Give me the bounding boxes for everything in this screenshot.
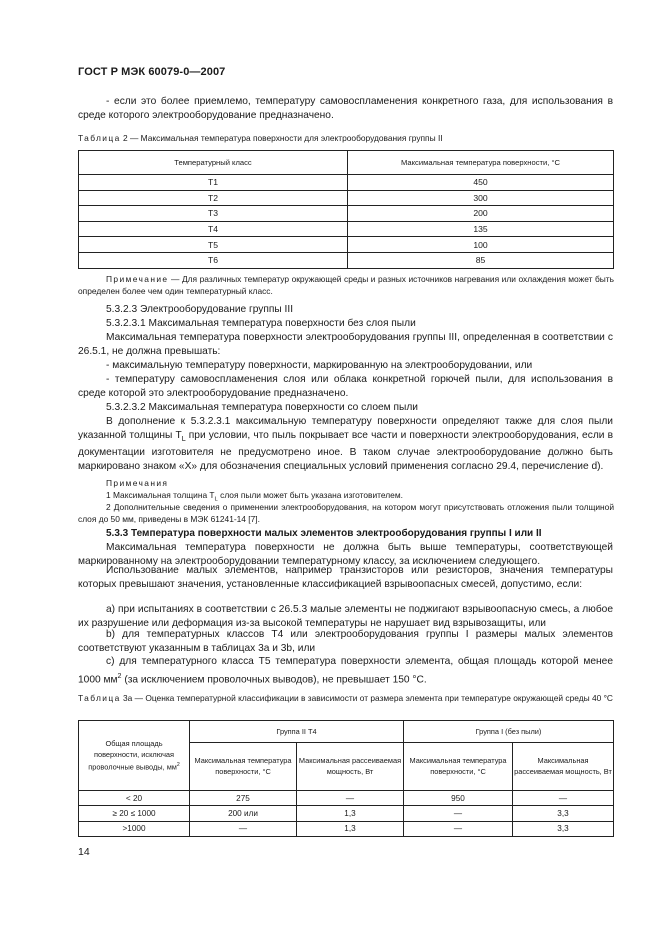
table3a-cell: >1000: [79, 821, 190, 836]
table3a-subheader: Максимальная рассеиваемая мощность, Вт: [297, 743, 404, 791]
table-row: [79, 237, 614, 253]
page-number: 14: [78, 846, 90, 858]
table2-caption: [78, 132, 618, 144]
dust-text-a: В дополнение к 5.3.2.3.1 максимальную температуру поверхности определяют также для слоя пыли указанной толщины T: [78, 416, 613, 441]
list-item: - температуру самовоспламенения слоя или облака конкретной горючей пыли, для использования в среде которой это электрооборудование предназначено.: [78, 374, 613, 399]
table2-cell: Т4: [79, 221, 348, 237]
table3a-subheader: Максимальная рассеиваемая мощность, Вт: [513, 743, 614, 791]
item-c-text-b: (за исключением проволочных выводов), не превышает 150 °С.: [121, 674, 427, 686]
table-row: [79, 791, 614, 806]
table2-cell: 200: [348, 206, 614, 222]
table3a-cell: —: [190, 821, 297, 836]
table-row: [79, 252, 614, 268]
notes-label: Примечания: [106, 478, 169, 488]
table3a-caption-text: 3а — Оценка температурной классификации в зависимости от размера элемента при температуре окружающей среды 40 °С: [122, 693, 613, 703]
table-row: [79, 175, 614, 191]
table3a: [78, 720, 614, 837]
table2-header-temp: Максимальная температура поверхности, °С: [348, 151, 614, 175]
paragraph-dust-layer: [78, 415, 613, 474]
paragraph-small-1: Максимальная температура поверхности не должна быть выше температуры, соответствующей маркированному на электрооборудовании температурному классу, за исключением следующего.: [78, 542, 613, 567]
section-5-3-2-3-2: 5.3.2.3.2 Максимальная температура поверхности со слоем пыли: [106, 402, 418, 413]
table3a-cell: 1,3: [297, 821, 404, 836]
dust-sub-l: L: [181, 435, 186, 444]
table2: [78, 150, 614, 269]
table3a-cell: ≥ 20 ≤ 1000: [79, 806, 190, 821]
table3a-cell: —: [297, 791, 404, 806]
table3a-cell: 3,3: [513, 806, 614, 821]
table3a-cell: < 20: [79, 791, 190, 806]
table3a-group-i: Группа I (без пыли): [404, 721, 614, 743]
table2-cell: Т5: [79, 237, 348, 253]
table2-caption-label: Таблица: [78, 133, 121, 143]
table3a-cell: —: [404, 806, 513, 821]
table2-header-class: Температурный класс: [79, 151, 348, 175]
item-a: а) при испытаниях в соответствии с 26.5.3 малые элементы не поджигают взрывоопасную смесь, а любое их разрушение или деформация из-за высокой температуры не нарушает вид взрывозащиты, или: [78, 604, 613, 629]
table3a-corner: [79, 721, 190, 791]
note-item-2: 2 Дополнительные сведения о применении электрооборудования, на котором могут присутствовать отложения пыли толщиной слоя до 50 мм, приведены в МЭК 61241-14 [7].: [78, 502, 614, 524]
table-row: [79, 221, 614, 237]
table-row: [79, 806, 614, 821]
table3a-caption: [78, 692, 614, 704]
item-c: [78, 655, 613, 687]
note1-part-b: слоя пыли может быть указана изготовителем.: [217, 490, 403, 500]
item-b: b) для температурных классов Т4 или электрооборудования группы I размеры малых элементов соответствуют указанным в таблицах 3а и 3b, или: [78, 629, 613, 654]
note1-label: Примечание: [106, 274, 169, 284]
table3a-cell: 1,3: [297, 806, 404, 821]
table2-cell: 300: [348, 190, 614, 206]
table2-cell: Т1: [79, 175, 348, 191]
section-5-3-2-3-1: 5.3.2.3.1 Максимальная температура поверхности без слоя пыли: [106, 318, 416, 329]
note1: [78, 273, 614, 297]
table3a-cell: 275: [190, 791, 297, 806]
section-5-3-3: 5.3.3 Температура поверхности малых элементов электрооборудования группы I или II: [106, 528, 542, 539]
table-row: [79, 821, 614, 836]
note1-text: — Для различных температур окружающей среды и разных источников нагревания или охлаждения может быть определен более чем один температурный класс.: [78, 274, 615, 296]
table3a-corner-sup: 2: [176, 762, 180, 769]
table2-cell: Т2: [79, 190, 348, 206]
table3a-group-ii-t4: Группа II Т4: [190, 721, 404, 743]
paragraph-max-temp: Максимальная температура поверхности электрооборудования группы III, определенная в соответствии с 26.5.1, не должна превышать:: [78, 332, 613, 357]
item-c-sup: 2: [117, 672, 122, 680]
list-item: - максимальную температуру поверхности, маркированную на электрооборудовании, или: [106, 360, 533, 371]
note1-part-a: 1 Максимальная толщина T: [106, 490, 215, 500]
table2-caption-text: 2 — Максимальная температура поверхности для электрооборудования группы II: [122, 133, 443, 143]
table-row: [79, 190, 614, 206]
table2-cell: Т6: [79, 252, 348, 268]
dust-text-b: при условии, что пыль покрывает все части и поверхности электрооборудования, если в документации изготовителя не предусмотрено иное. В таком случае электрооборудование должно быть маркировано знаком «X» для обозначения специальных условий применения согласно 29.4, перечисление d).: [78, 430, 613, 473]
table3a-cell: 200 или: [190, 806, 297, 821]
intro-paragraph: - если это более приемлемо, температуру самовоспламенения конкретного газа, для использования в среде которого электрооборудование предназначено.: [78, 96, 613, 121]
table2-cell: 135: [348, 221, 614, 237]
document-header: ГОСТ Р МЭК 60079-0—2007: [78, 66, 226, 78]
table2-cell: Т3: [79, 206, 348, 222]
table3a-cell: 950: [404, 791, 513, 806]
table3a-caption-label: Таблица: [78, 693, 121, 703]
paragraph-small-2: Использование малых элементов, например транзисторов или резисторов, значения температуры которых превышают значения, установленные классификацией взрывоопасных смесей, допустимо, если:: [78, 565, 613, 590]
section-5-3-2-3: 5.3.2.3 Электрооборудование группы III: [106, 304, 294, 315]
table3a-subheader: Максимальная температура поверхности, °С: [190, 743, 297, 791]
table2-cell: 450: [348, 175, 614, 191]
table3a-subheader: Максимальная температура поверхности, °С: [404, 743, 513, 791]
table3a-cell: —: [404, 821, 513, 836]
item-c-text-a: с) для температурного класса Т5 температура поверхности элемента, общая площадь которой менее 1000 мм: [78, 656, 613, 686]
table3a-corner-text: Общая площадь поверхности, исключая проволочные выводы, мм: [88, 739, 177, 772]
table2-cell: 85: [348, 252, 614, 268]
table3a-cell: —: [513, 791, 614, 806]
table2-cell: 100: [348, 237, 614, 253]
note1-sub-l: L: [214, 496, 218, 503]
table-row: [79, 206, 614, 222]
table3a-cell: 3,3: [513, 821, 614, 836]
